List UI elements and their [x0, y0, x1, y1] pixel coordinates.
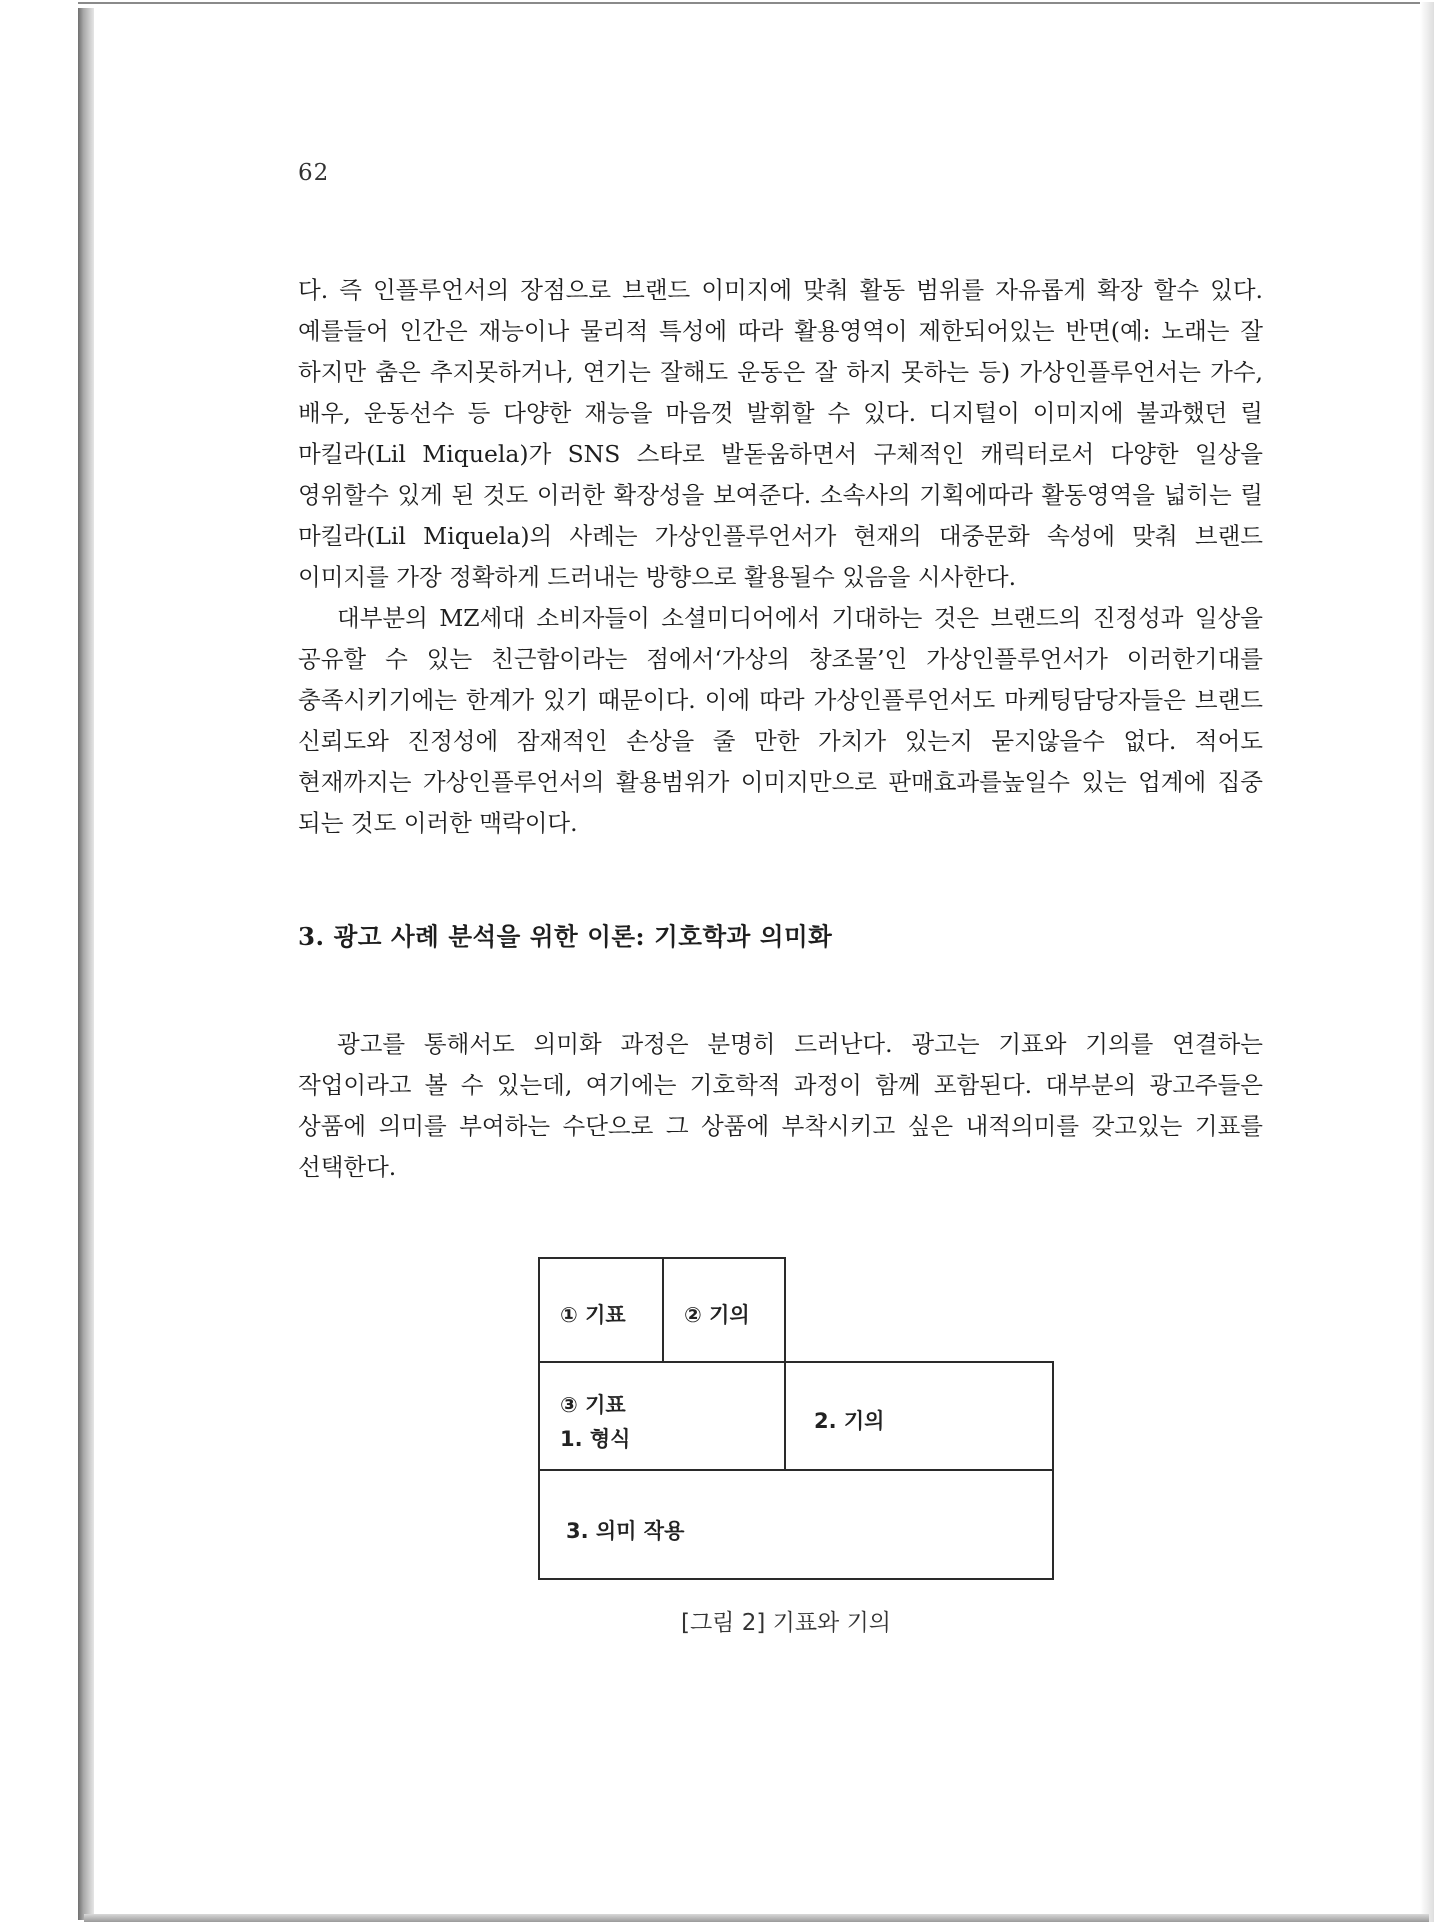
paragraph-continued: 다. 즉 인플루언서의 장점으로 브랜드 이미지에 맞춰 활동 범위를 자유롭게 확장 할수 있다. 예를들어 인간은 재능이나 물리적 특성에 따라 활용영역이 제한되어있는 반면(예: 노래는 잘 하지만 춤은 추지못하거나, 연기는 잘해도 운동은 잘 하지 못하는 등) 가상인플루언서는 가수, 배우, 운동선수 등 다양한 재능을 마음껏 발휘할 수 있다. 디지털이 이미지에 불과했던 릴 마킬라(Lil Miquela)가 SNS 스타로 발돋움하면서 구체적인 캐릭터로서 다양한 일상을 영위할수 있게 된 것도 이러한 확장성을 보여준다. 소속사의 기획에따라 활동영역을 넓히는 릴 마킬라(Lil Miquela)의 사례는 가상인플루언서가 현재의 대중문화 속성에 맞춰 브랜드 이미지를 가장 정확하게 드러내는 방향으로 활용될수 있음을 시사한다. — [298, 276, 1263, 591]
diagram-cell-signified — [662, 1257, 786, 1363]
diagram-label-sign: ③ 기표 — [560, 1393, 626, 1417]
figure-caption: [그림 2] 기표와 기의 — [680, 1610, 892, 1636]
section-heading: 3. 광고 사례 분석을 위한 이론: 기호학과 의미화 — [298, 922, 833, 951]
diagram-label-signified: ② 기의 — [684, 1303, 750, 1327]
page-number: 62 — [298, 160, 330, 186]
paragraph-advertising-signification: 광고를 통해서도 의미화 과정은 분명히 드러난다. 광고는 기표와 기의를 연결하는 작업이라고 볼 수 있는데, 여기에는 기호학적 과정이 함께 포함된다. 대부분의 광고주들은 상품에 의미를 부여하는 수단으로 그 상품에 부착시키고 싶은 내적의미를 갖고있는 기표를 선택한다. — [298, 1030, 1263, 1181]
page-bottom-edge — [84, 1914, 1429, 1922]
diagram-label-signification: 3. 의미 작용 — [566, 1519, 685, 1543]
diagram-label-form: 1. 형식 — [560, 1427, 631, 1451]
signifier-signified-diagram — [538, 1257, 1054, 1580]
diagram-cell-signification — [538, 1469, 1054, 1580]
diagram-label-second-signified: 2. 기의 — [814, 1409, 885, 1433]
diagram-label-signifier: ① 기표 — [560, 1303, 626, 1327]
body-text-block-1 — [298, 270, 1263, 844]
diagram-cell-signifier — [538, 1257, 664, 1363]
diagram-cell-second-order-signified — [784, 1361, 1054, 1471]
diagram-cell-sign-form — [538, 1361, 786, 1471]
paragraph-mz-consumers: 대부분의 MZ세대 소비자들이 소셜미디어에서 기대하는 것은 브랜드의 진정성과 일상을 공유할 수 있는 친근함이라는 점에서‘가상의 창조물’인 가상인플루언서가 이러한기대를 충족시키기에는 한계가 있기 때문이다. 이에 따라 가상인플루언서도 마케팅담당자들은 브랜드 신뢰도와 진정성에 잠재적인 손상을 줄 만한 가치가 있는지 묻지않을수 없다. 적어도 현재까지는 가상인플루언서의 활용범위가 이미지만으로 판매효과를높일수 있는 업계에 집중 되는 것도 이러한 맥락이다. — [298, 604, 1263, 837]
body-text-block-2 — [298, 1024, 1263, 1188]
